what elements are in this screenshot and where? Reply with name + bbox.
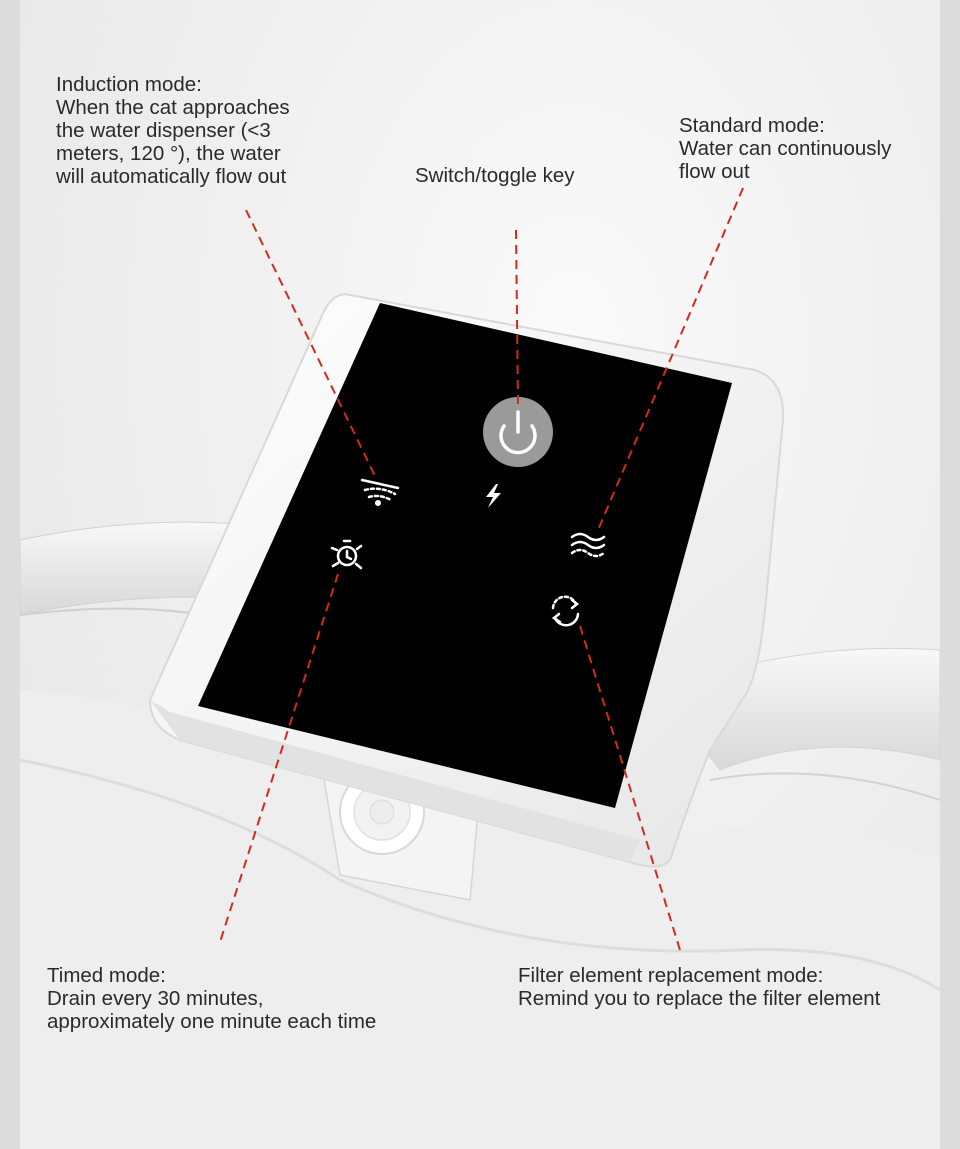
- power-button[interactable]: [483, 397, 553, 467]
- product-photo: [20, 0, 940, 1149]
- filter-mode-callout: Filter element replacement mode: Remind you to replace the filter element: [518, 964, 881, 1010]
- induction-mode-callout: Induction mode: When the cat approaches the water dispenser (<3 meters, 120 °), the water will automatically flow out: [56, 73, 290, 188]
- switch-toggle-callout: Switch/toggle key: [415, 164, 575, 187]
- standard-mode-callout: Standard mode: Water can continuously flow out: [679, 114, 892, 183]
- timed-mode-callout: Timed mode: Drain every 30 minutes, approximately one minute each time: [47, 964, 377, 1033]
